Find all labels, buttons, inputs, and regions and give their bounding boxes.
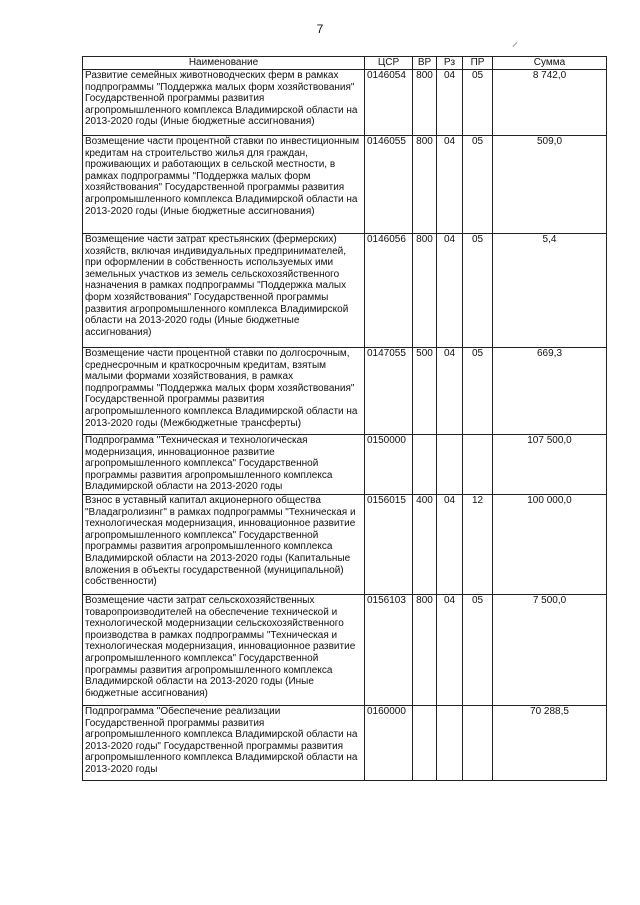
row-pr: 05 <box>463 595 493 706</box>
row-rz: 04 <box>437 234 463 348</box>
row-vr: 500 <box>413 348 437 435</box>
row-sum: 107 500,0 <box>493 435 607 495</box>
row-csr: 0156103 <box>365 595 413 706</box>
row-rz: 04 <box>437 595 463 706</box>
table-row <box>83 70 607 136</box>
row-rz: 04 <box>437 70 463 136</box>
row-rz: 04 <box>437 495 463 595</box>
row-name: Возмещение части затрат крестьянских (фермерских) хозяйств, включая индивидуальных предпринимателей, при оформлении в собственность используемых ими земельных участков из земель сельскохозяйственного назначения в рамках подпрограммы "Поддержка малых форм хозяйствования" Государственной программы развития агропромышленного комплекса Владимирской области на 2013-2020 годы (Иные бюджетные ассигнования) <box>83 234 365 348</box>
row-csr: 0160000 <box>365 706 413 781</box>
table-row <box>83 348 607 435</box>
row-sum: 5,4 <box>493 234 607 348</box>
table-row <box>83 595 607 706</box>
row-rz <box>437 706 463 781</box>
table-row <box>83 234 607 348</box>
row-name: Возмещение части процентной ставки по инвестиционным кредитам на строительство жилья для граждан, проживающих и работающих в сельской местности, в рамках подпрограммы "Поддержка малых форм хозяйствования" Государственной программы развития агропромышленного комплекса Владимирской области на 2013-2020 годы (Иные бюджетные ассигнования) <box>83 136 365 234</box>
row-name: Возмещение части затрат сельскохозяйственных товаропроизводителей на обеспечение технической и технологической модернизации сельскохозяйственного производства в рамках подпрограммы "Техническая и технологическая модернизация, инновационное развитие агропромышленного комплекса" Государственной программы развития агропромышленного комплекса Владимирской области на 2013-2020 годы (Иные бюджетные ассигнования) <box>83 595 365 706</box>
header-rz: Рз <box>437 57 463 70</box>
row-vr: 400 <box>413 495 437 595</box>
row-name: Подпрограмма "Техническая и технологическая модернизация, инновационное развитие агропромышленного комплекса" Государственной программы развития агропромышленного комплекса Владимирской области на 2013-2020 годы <box>83 435 365 495</box>
row-csr: 0146056 <box>365 234 413 348</box>
page-number: 7 <box>316 22 324 36</box>
row-name: Развитие семейных животноводческих ферм в рамках подпрограммы "Поддержка малых форм хозяйствования" Государственной программы развития агропромышленного комплекса Владимирской области на 2013-2020 годы (Иные бюджетные ассигнования) <box>83 70 365 136</box>
row-name: Возмещение части процентной ставки по долгосрочным, среднесрочным и краткосрочным кредитам, взятым малыми формами хозяйствования, в рамках подпрограммы "Поддержка малых форм хозяйствования" Государственной программы развития агропромышленного комплекса Владимирской области на 2013-2020 годы (Межбюджетные трансферты) <box>83 348 365 435</box>
header-sum: Сумма <box>493 57 607 70</box>
row-pr: 05 <box>463 234 493 348</box>
row-sum: 7 500,0 <box>493 595 607 706</box>
row-pr: 12 <box>463 495 493 595</box>
table-row <box>83 435 607 495</box>
row-pr: 05 <box>463 70 493 136</box>
header-pr: ПР <box>463 57 493 70</box>
row-vr <box>413 435 437 495</box>
row-csr: 0156015 <box>365 495 413 595</box>
header-csr: ЦСР <box>365 57 413 70</box>
row-vr: 800 <box>413 136 437 234</box>
table-row <box>83 706 607 781</box>
header-name: Наименование <box>83 57 365 70</box>
row-csr: 0147055 <box>365 348 413 435</box>
row-sum: 70 288,5 <box>493 706 607 781</box>
row-pr <box>463 435 493 495</box>
row-name: Взнос в уставный капитал акционерного общества "Владагролизинг" в рамках подпрограммы "Техническая и технологическая модернизация, инновационное развитие агропромышленного комплекса" Государственной программы развития агропромышленного комплекса Владимирской области на 2013-2020 годы (Капитальные вложения в объекты государственной (муниципальной) собственности) <box>83 495 365 595</box>
row-sum: 8 742,0 <box>493 70 607 136</box>
table-row <box>83 136 607 234</box>
row-rz: 04 <box>437 348 463 435</box>
row-pr <box>463 706 493 781</box>
row-sum: 100 000,0 <box>493 495 607 595</box>
row-pr: 05 <box>463 136 493 234</box>
row-name: Подпрограмма "Обеспечение реализации Государственной программы развития агропромышленного комплекса Владимирской области на 2013-2020 годы" Государственной программы развития агропромышленного комплекса Владимирской области на 2013-2020 годы <box>83 706 365 781</box>
row-csr: 0146055 <box>365 136 413 234</box>
scan-mark <box>513 42 518 47</box>
header-vr: ВР <box>413 57 437 70</box>
row-vr: 800 <box>413 234 437 348</box>
table-row <box>83 495 607 595</box>
row-pr: 05 <box>463 348 493 435</box>
row-vr: 800 <box>413 70 437 136</box>
row-sum: 669,3 <box>493 348 607 435</box>
row-sum: 509,0 <box>493 136 607 234</box>
table-header-row <box>83 57 607 70</box>
budget-table <box>82 56 607 781</box>
row-csr: 0150000 <box>365 435 413 495</box>
row-vr: 800 <box>413 595 437 706</box>
row-csr: 0146054 <box>365 70 413 136</box>
row-rz <box>437 435 463 495</box>
row-rz: 04 <box>437 136 463 234</box>
row-vr <box>413 706 437 781</box>
